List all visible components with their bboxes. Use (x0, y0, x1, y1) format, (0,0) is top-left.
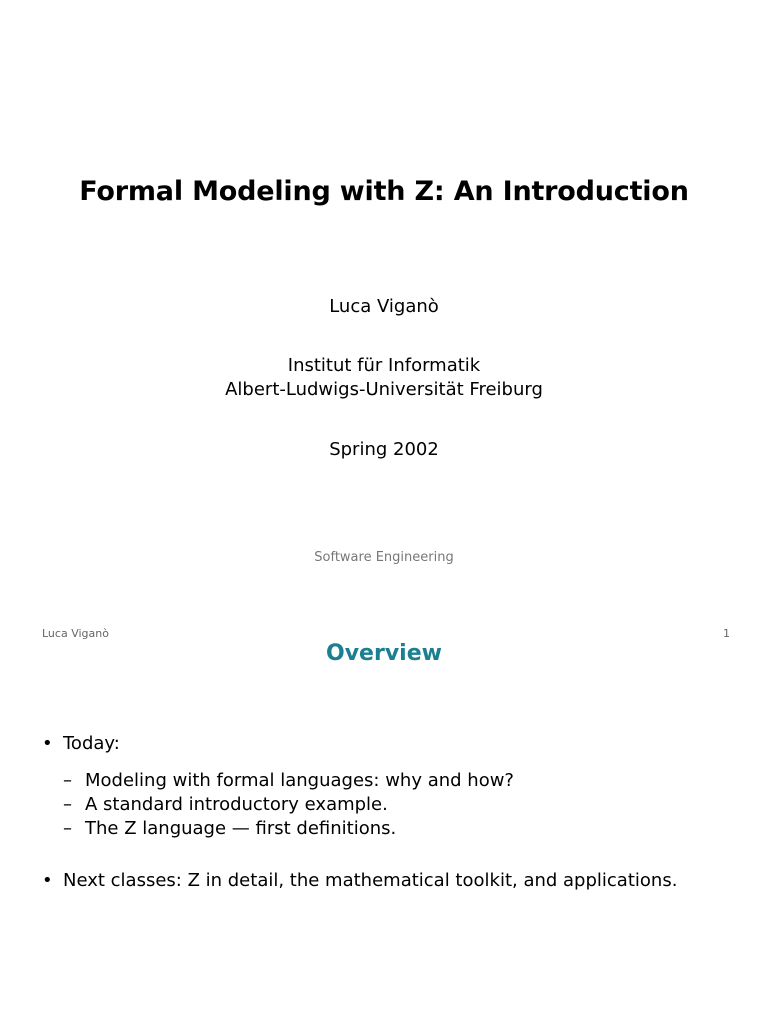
slide-title: Formal Modeling with Z: An Introduction (79, 176, 689, 207)
bullet-marker: • (42, 870, 53, 891)
bullet-marker: • (42, 733, 53, 754)
institute-line-1: Institut für Informatik (287, 355, 481, 376)
institute-line-2: Albert-Ludwigs-Universität Freiburg (225, 379, 543, 400)
bullet-text: Next classes: Z in detail, the mathematical toolkit, and applications. (63, 870, 678, 891)
bullet-item (0, 870, 768, 894)
page-number: 1 (723, 627, 730, 640)
bullet-item (0, 733, 768, 757)
sub-bullet-text: A standard introductory example. (85, 794, 388, 815)
sub-bullet-item (0, 794, 768, 818)
presentation-date: Spring 2002 (329, 439, 439, 460)
sub-bullet-text: The Z language — first definitions. (85, 818, 397, 839)
author-name: Luca Viganò (329, 296, 439, 317)
bullet-text: Today: (63, 733, 120, 754)
footer-author: Luca Viganò (42, 627, 109, 640)
sub-bullet-marker: – (63, 818, 72, 839)
sub-bullet-item (0, 770, 768, 794)
sub-bullet-marker: – (63, 770, 72, 791)
sub-bullet-text: Modeling with formal languages: why and how? (85, 770, 514, 791)
sub-bullet-item (0, 818, 768, 842)
sub-bullet-marker: – (63, 794, 72, 815)
footer-course-name: Software Engineering (314, 550, 454, 565)
overview-heading: Overview (326, 641, 442, 666)
